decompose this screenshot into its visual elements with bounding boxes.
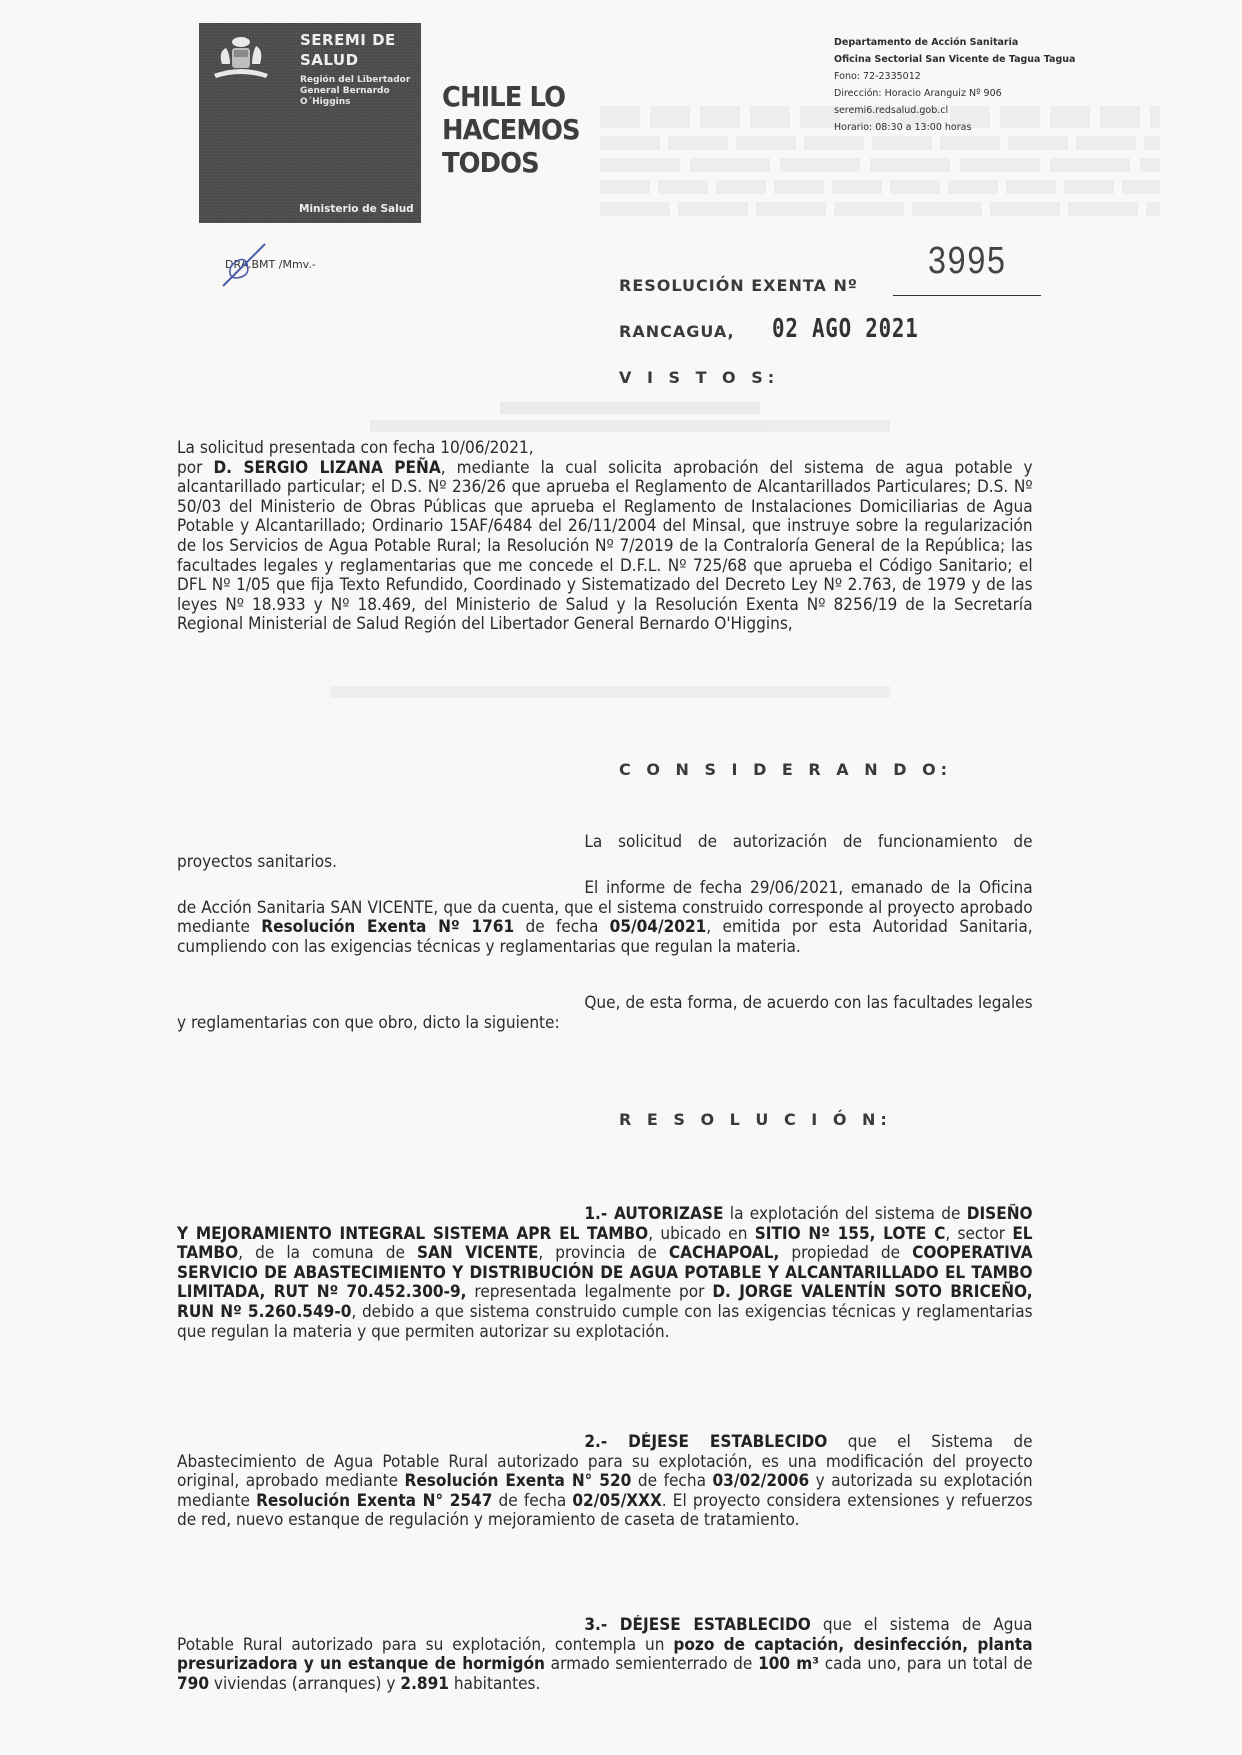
office: Oficina Sectorial San Vicente de Tagua Tagua [834, 54, 1076, 65]
section-vistos: V I S T O S: [619, 368, 780, 387]
r1-t5: , provincia de [538, 1243, 669, 1263]
r3-t5: habitantes. [448, 1673, 541, 1693]
r1-t3: , sector [945, 1223, 1013, 1243]
vistos-body: , mediante la cual solicita aprobación del sistema de agua potable y alcantarillado particular; el D.S. Nº 236/26 que aprueba el Reglamento de Alcantarillados Particulares; D.S. Nº 50/03 del Ministerio de Obras Públicas que aprueba el Reglamento de Instalaciones Domiciliarias de Agua Potable y Alcantarillado; Ordinario 15AF/6484 del 26/11/2004 del Minsal, que instruye sobre la regularización de los Servicios de Agua Potable Rural; la Resolución Nº 7/2019 de la Contraloría General de la República; las facultades legales y reglamentarias que me concede el D.F.L. Nº 725/68 que aprueba el Código Sanitario; el DFL Nº 1/05 que fija Texto Refundido, Coordinado y Sistematizado del Decreto Ley Nº 2.763, de 1979 y de las leyes Nº 18.933 y Nº 18.469, del Ministerio de Salud y la Resolución Exenta Nº 8256/19 de la Secretaría Regional Ministerial de Salud Región del Libertador General Bernardo O'Higgins, [177, 457, 1033, 634]
r3-t1: que el sistema de Agua Potable Rural autorizado para su explotación, contempla un [177, 1615, 1033, 1654]
r3-t4: viviendas (arranques) y [209, 1673, 401, 1693]
sector: EL TAMBO [177, 1223, 1033, 1263]
resolucion-item-1 [177, 1204, 1033, 1341]
owner-cooperative: COOPERATIVA SERVICIO DE ABASTECIMIENTO Y DISTRIBUCIÓN DE AGUA POTABLE Y ALCANTARILLADO EL TAMBO LIMITADA, RUT Nº 70.452.300-9, [177, 1243, 1033, 1302]
ref-date-520: 03/02/2006 [712, 1471, 810, 1491]
date-stamp: 02 AGO 2021 [772, 314, 919, 344]
site-lot: SITIO Nº 155, LOTE C [754, 1223, 946, 1243]
r1-t6: propiedad de [779, 1243, 913, 1263]
r1-t2: , ubicado en [648, 1223, 755, 1243]
resolucion-item-3 [177, 1615, 1033, 1693]
r3-t2: armado semienterrado de [544, 1654, 759, 1674]
population-count: 2.891 [400, 1673, 449, 1693]
ref-resolution-1761: Resolución Exenta Nº 1761 [261, 917, 515, 937]
item-2-heading: 2.- DÉJESE ESTABLECIDO [584, 1432, 828, 1451]
department: Departamento de Acción Sanitaria [834, 37, 1019, 48]
handwritten-initial-icon [217, 240, 281, 290]
hours: Horario: 08:30 a 13:00 horas [834, 122, 972, 133]
project-name: DISEÑO Y MEJORAMIENTO INTEGRAL SISTEMA APR EL TAMBO [177, 1204, 1033, 1243]
website: seremi6.redsalud.gob.cl [834, 105, 949, 116]
infrastructure-components: pozo de captación, desinfección, planta presurizadora y un estanque de hormigón [177, 1634, 1033, 1674]
r1-t8: , debido a que sistema construido cumple con las exigencias técnicas y reglamentarias que regulan la materia y que permiten autorizar su explotación. [177, 1301, 1033, 1341]
section-considerando: C O N S I D E R A N D O: [619, 760, 953, 779]
tank-volume: 100 m³ [758, 1654, 820, 1674]
contact-block [834, 34, 1075, 136]
considerando-3 [177, 993, 1033, 1032]
considerando-2-text-e: , emitida por esta Autoridad Sanitaria, cumpliendo con las exigencias técnicas y reglamentarias que regulan la materia. [177, 917, 1033, 956]
ref-date-1761: 05/04/2021 [609, 917, 707, 937]
considerando-2 [177, 878, 1033, 956]
slogan-line3: TODOS [442, 146, 539, 179]
seremi-title-line2: SALUD [300, 51, 359, 69]
r2-t4: de fecha [492, 1490, 573, 1510]
r1-t7: representada legalmente por [466, 1282, 713, 1302]
slogan-line1: CHILE LO [442, 80, 566, 113]
provincia: CACHAPOAL, [668, 1243, 780, 1263]
slogan [442, 80, 580, 179]
region-line3: O´Higgins [300, 97, 351, 107]
section-resolucion: R E S O L U C I Ó N: [619, 1110, 892, 1129]
comuna: SAN VICENTE [416, 1243, 539, 1263]
reference-initials: DRA.BMT /Mmv.- [225, 258, 316, 271]
ref-resolution-2547: Resolución Exenta N° 2547 [256, 1490, 493, 1510]
resolution-number-underline [893, 295, 1041, 296]
r2-t3: y autorizada su explotación mediante [177, 1471, 1033, 1510]
bleed-through-stamp-lower [300, 680, 920, 710]
r1-t4: , de la comuna de [238, 1243, 417, 1263]
slogan-line2: HACEMOS [442, 113, 580, 146]
considerando-1 [177, 832, 1033, 871]
r3-t3: cada uno, para un total de [819, 1654, 1033, 1674]
resolution-label: RESOLUCIÓN EXENTA Nº [619, 276, 858, 295]
region-line2: General Bernardo [300, 86, 390, 96]
considerando-1-text: La solicitud de autorización de funcionamiento de proyectos sanitarios. [177, 832, 1033, 871]
chile-coat-of-arms-icon [210, 34, 272, 84]
item-3-heading: 3.- DÉJESE ESTABLECIDO [584, 1615, 811, 1634]
vistos-paragraph [177, 438, 1033, 634]
item-1-heading: 1.- AUTORIZASE [584, 1204, 724, 1223]
seremi-title [300, 30, 396, 70]
vistos-first-line: La solicitud presentada con fecha 10/06/2021, [177, 438, 534, 457]
legal-representative: D. JORGE VALENTÍN SOTO BRICEÑO, RUN Nº 5.260.549-0 [177, 1282, 1033, 1321]
r2-t1: que el Sistema de Abastecimiento de Agua Potable Rural autorizado para su explotación, es una modificación del proyecto original, aprobado mediante [177, 1432, 1033, 1491]
r2-t2: de fecha [631, 1471, 713, 1491]
ref-resolution-520: Resolución Exenta N° 520 [404, 1471, 632, 1491]
resolucion-item-2 [177, 1432, 1033, 1530]
r1-t1: la explotación del sistema de [723, 1204, 967, 1223]
vistos-por: por [177, 457, 214, 477]
applicant-name: D. SERGIO LIZANA PEÑA [213, 457, 441, 477]
considerando-3-text: Que, de esta forma, de acuerdo con las facultades legales y reglamentarias con que obro, dicto la siguiente: [177, 993, 1033, 1032]
seremi-region [300, 75, 410, 108]
considerando-2-text-a: El informe de fecha 29/06/2021, emanado de la Oficina de Acción Sanitaria SAN VICENTE, que da cuenta, que el sistema construido corresponde al proyecto aprobado mediante [177, 878, 1033, 937]
city-label: RANCAGUA, [619, 322, 735, 341]
ministry-label: Ministerio de Salud [299, 203, 414, 215]
r2-t5: . El proyecto considera extensiones y refuerzos de red, nuevo estanque de regulación y mejoramiento de caseta de tratamiento. [177, 1490, 1033, 1530]
address: Dirección: Horacio Aranguiz Nº 906 [834, 88, 1002, 99]
phone: Fono: 72-2335012 [834, 71, 921, 82]
considerando-2-text-c: de fecha [514, 917, 610, 937]
resolution-number: 3995 [928, 240, 1007, 282]
seremi-title-line1: SEREMI DE [300, 31, 396, 49]
housing-count: 790 [177, 1673, 210, 1693]
bleed-through-stamp [330, 400, 930, 436]
ref-date-2547: 02/05/XXX [572, 1490, 662, 1510]
region-line1: Región del Libertador [300, 75, 411, 85]
